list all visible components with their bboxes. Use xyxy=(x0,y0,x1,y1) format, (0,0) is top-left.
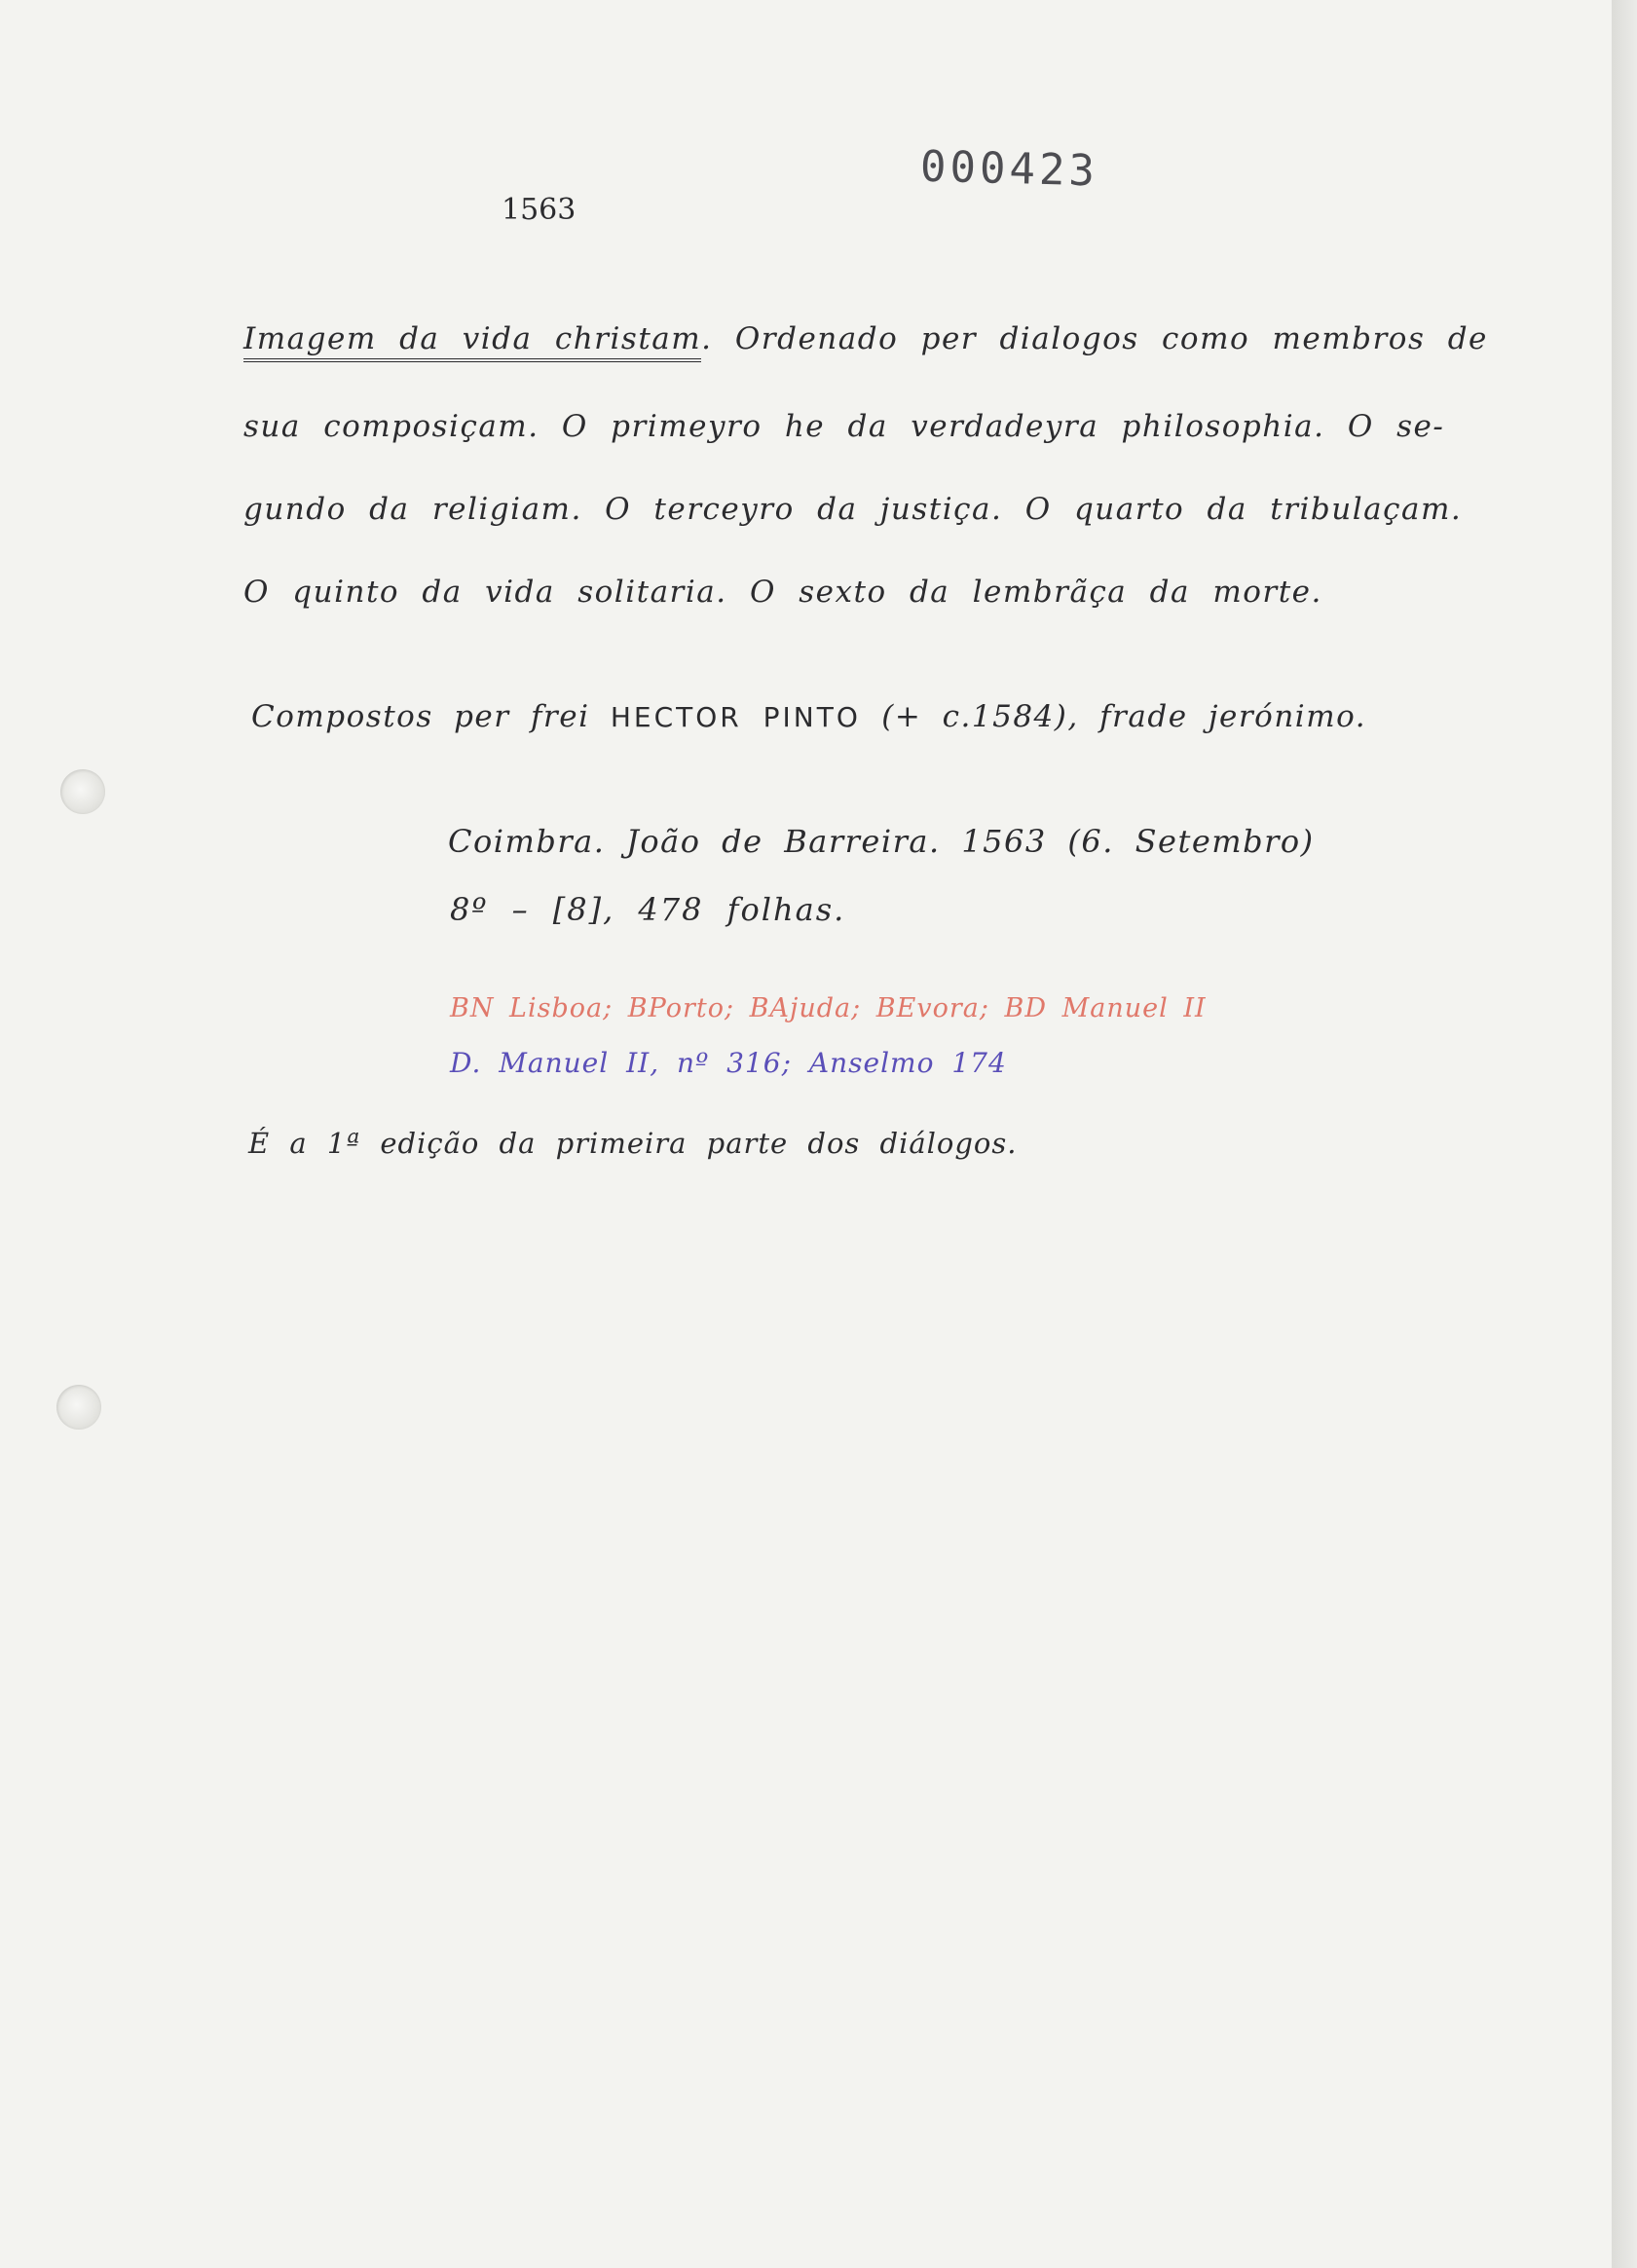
description-line-4: O quinto da vida solitaria. O sexto da lembrãça da morte. xyxy=(243,575,1322,610)
punch-hole xyxy=(60,769,105,814)
author-prefix: Compostos per frei xyxy=(251,699,590,734)
author-name: HECTOR PINTO xyxy=(610,701,861,733)
year-heading: 1563 xyxy=(502,193,577,227)
book-title: Imagem da vida christam xyxy=(243,321,701,362)
page-edge xyxy=(1612,0,1637,2268)
stamp-number: 000423 xyxy=(919,141,1099,197)
bibliographic-references: D. Manuel II, nº 316; Anselmo 174 xyxy=(450,1047,1007,1079)
description-line-3: gundo da religiam. O terceyro da justiça. O quarto da tribulaçam. xyxy=(243,492,1463,527)
author-suffix: (+ c.1584), frade jerónimo. xyxy=(881,699,1367,734)
library-holdings: BN Lisboa; BPorto; BAjuda; BEvora; BD Manuel II xyxy=(450,993,1207,1023)
punch-hole xyxy=(56,1385,101,1430)
edition-note: É a 1ª edição da primeira parte dos diálogos. xyxy=(248,1127,1018,1160)
title-line xyxy=(243,321,1488,362)
description-line-1: . Ordenado per dialogos como membros de xyxy=(701,321,1488,356)
imprint-line: Coimbra. João de Barreira. 1563 (6. Setembro) xyxy=(448,823,1315,860)
format-line: 8º – [8], 478 folhas. xyxy=(450,891,846,928)
description-line-2: sua composiçam. O primeyro he da verdadeyra philosophia. O se- xyxy=(243,409,1445,444)
author-line xyxy=(251,699,1366,734)
